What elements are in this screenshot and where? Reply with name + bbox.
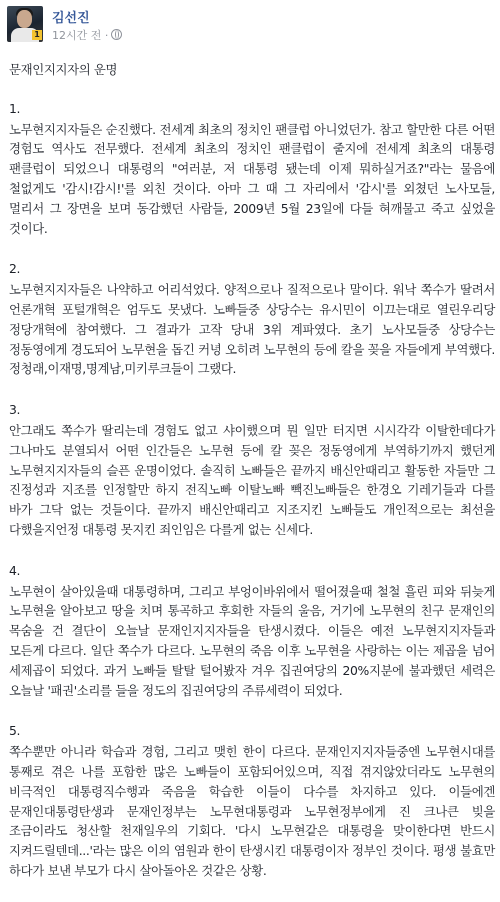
avatar-badge-icon: 1	[32, 30, 42, 40]
section-number: 1.	[9, 100, 21, 116]
section-number: 3.	[9, 402, 21, 418]
section-number: 5.	[9, 723, 21, 739]
avatar[interactable]	[7, 6, 43, 42]
section-paragraph: 쪽수뿐만 아니라 학습과 경험, 그리고 맺힌 한이 다르다. 문재인지지자들중엔 노무현시대를 통째로 겪은 나를 포함한 많은 노빠들이 포함되어있으며, 직접 겪지않았더라도 노무현의 비극적인 대통령직수행과 죽음을 학습한 이들이 다수를 차지하고 있다. 이들에겐 문재인대통령탄생과 문재인정부는 노무현대통령과 노무현정부에게 진 크나큰 빚을 조금이라도 청산할 천재일우의 기회다. '다시 노무현같은 대통령을 맞이한다면 반드시 지켜드릴텐데...'라는 많은 이의 염원과 한이 탄생시킨 대통령이자 정부인 것이다. 평생 불효만 하다가 보낸 부모가 다시 살아돌아온 것같은 상황.	[9, 744, 495, 878]
post-timestamp[interactable]	[52, 27, 122, 43]
section-paragraph: 노무현이 살아있을때 대통령하며, 그리고 부엉이바위에서 떨어졌을때 철철 흘린 피와 뒤늦게 노무현을 알아보고 땅을 치며 통곡하고 후회한 자들의 울음, 거기에 노무현의 친구 문재인의 목숨을 건 결단이 오늘날 문재인지지자들을 탄생시켰다. 이들은 예전 노무현지지자들과 모든게 다르다. 일단 쪽수가 다르다. 노무현의 죽음 이후 노무현을 사랑하는 이는 제곱을 넘어 세제곱이 되었다. 과거 노빠들 탈탈 털어봤자 겨우 집권여당의 20%지분에 불과했던 세력은 오늘날 '패권'소리를 들을 정도의 집권여당의 주류세력이 되었다.	[9, 583, 495, 698]
section-paragraph: 노무현지지자들은 순진했다. 전세계 최초의 정치인 팬클럽 아니었던가. 참고 할만한 다른 어떤 경험도 역사도 전무했다. 전세계 최초의 정치인 팬클럽이 줄지에 전세계 최초의 대통령 팬클럽이 되었으니 대통령의 "여러분, 저 대통령 됐는데 이제 뭐하실거죠?"라는 물음에 철없게도 '감시!감시!'를 외친 것이다. 아마 그 때 그 자리에서 '감시'를 외쳤던 노사모들, 멀리서 그 장면을 보며 동감했던 사람들, 2009년 5월 23일에 다들 혀깨물고 죽고 싶었을 것이다.	[9, 121, 495, 236]
author-name[interactable]: 김선진	[52, 11, 90, 26]
section-paragraph: 노무현지지자들은 나약하고 어리석었다. 양적으로나 질적으로나 말이다. 워낙 쪽수가 딸려서 언론개혁 포털개혁은 엄두도 못냈다. 노빠들중 상당수는 유시민이 이끄는대로 열린우리당 정당개혁에 참여했다. 그 결과가 고작 당내 3위 계파였다. 초기 노사모들중 상당수는 정동영에게 경도되어 노무현을 돕긴 커녕 오히려 노무현의 등에 칼을 꽂을 자들에게 부역했다. 정청래,이재명,명계남,미키루크들이 그랬다.	[9, 282, 495, 377]
globe-icon[interactable]	[111, 29, 122, 40]
timestamp-text[interactable]: 12시간 전 ·	[52, 29, 109, 42]
section-number: 4.	[9, 562, 21, 578]
section-number: 2.	[9, 261, 21, 277]
section-paragraph: 안그래도 쪽수가 딸리는데 경험도 없고 샤이했으며 뭔 일만 터지면 시시각각 이탈한데다가 그나마도 분열되서 어떤 인간들은 노무현 등에 칼 꽂은 정동영에게 부역하기까지 했던게 노무현지지자들의 슬픈 운명이었다. 솔직히 노빠들은 끝까지 배신안때리고 활동한 자들만 그 진정성과 지조를 인정할만 하지 전직노빠 이탈노빠 빽진노빠들은 한경오 기레기들과 다를 바가 그닥 없는 것들이다. 끝까지 배신안때리고 지조지킨 노빠들도 개인적으로는 최선을 다했을지언정 대통령 못지킨 죄인임은 다를게 없는 신세다.	[9, 422, 495, 537]
post-header	[0, 0, 500, 44]
post-body	[9, 60, 495, 902]
post-title: 문재인지지자의 운명	[9, 62, 118, 77]
